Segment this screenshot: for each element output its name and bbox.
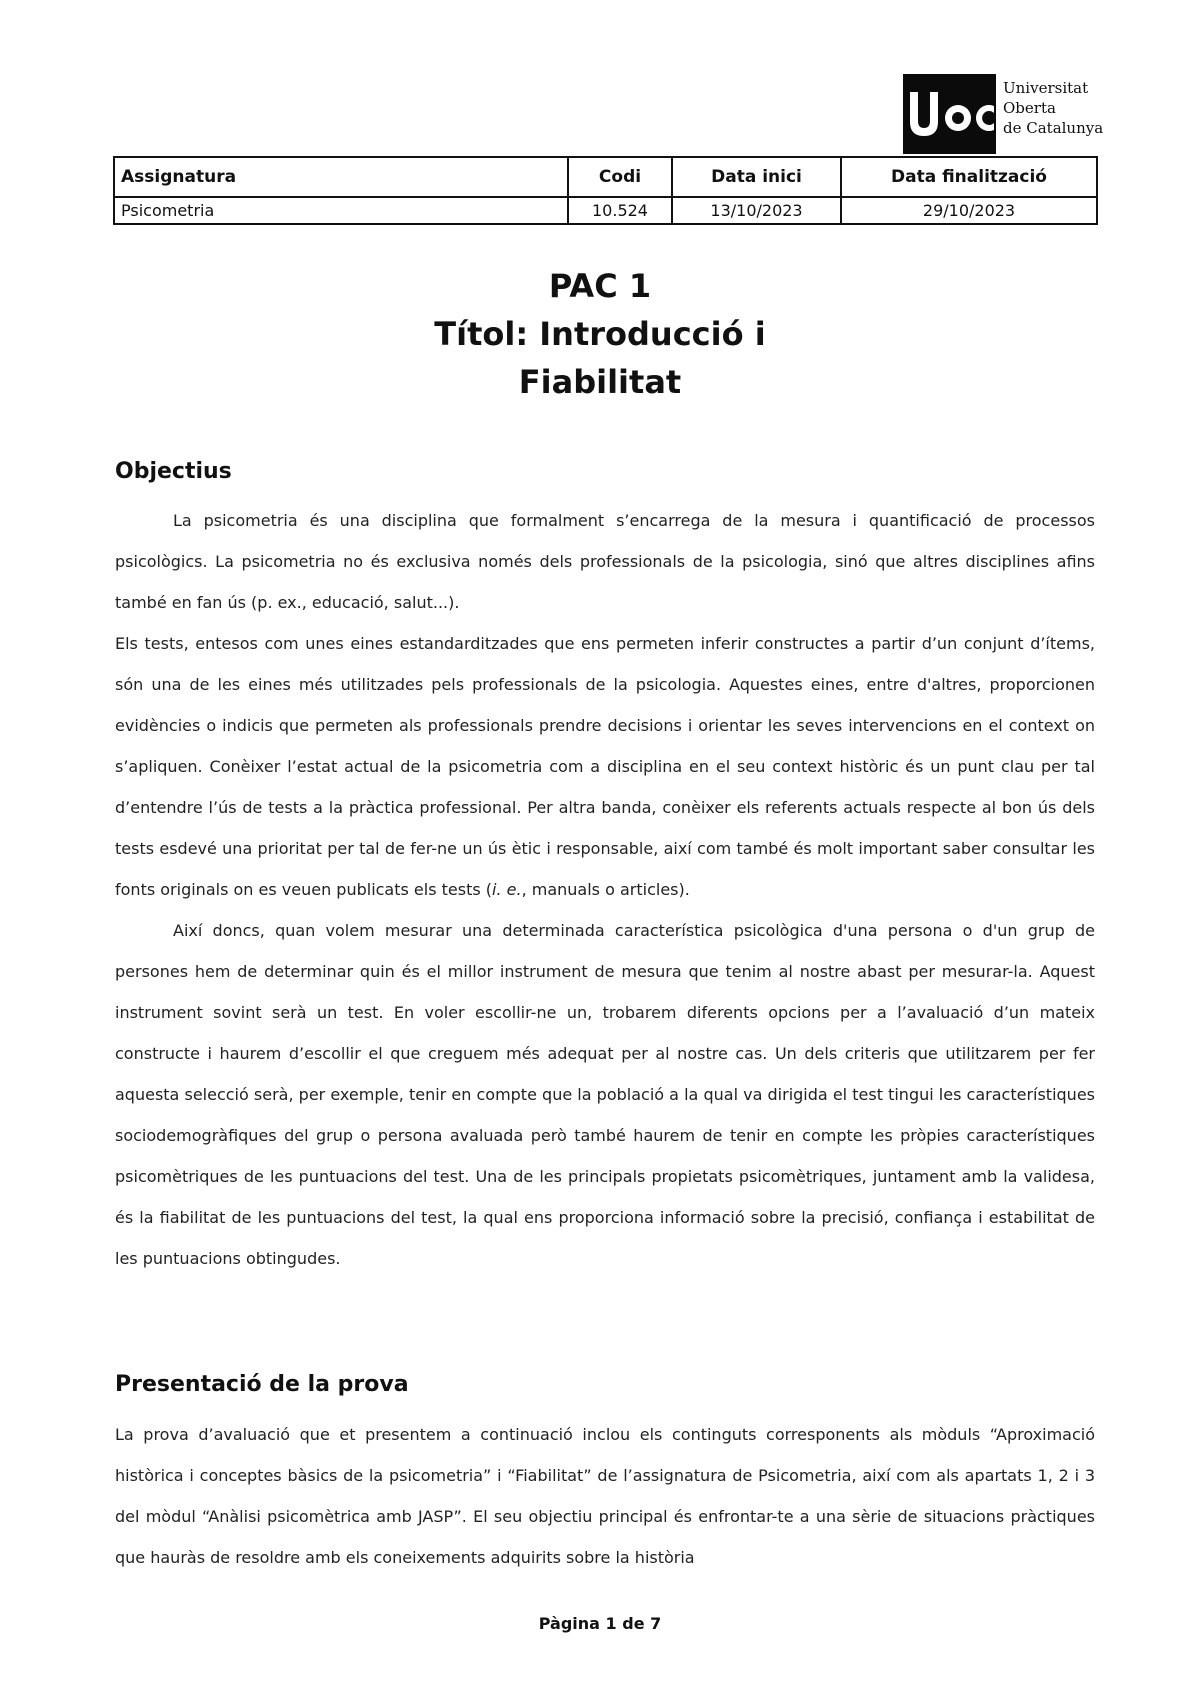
paragraph-2-end: , manuals o articles). xyxy=(521,880,690,899)
logo-line-2: Oberta xyxy=(1003,99,1056,117)
paragraph-4: La prova d’avaluació que et presentem a continuació inclou els continguts corresponents als mòduls “Aproximació històrica i conceptes bàsics de la psicometria” i “Fiabilitat” de l’assignatura de Psicometria, així com als apartats 1, 2 i 3 del mòdul “Anàlisi psicomètrica amb JASP”. El seu objectiu principal és enfrontar-te a una sèrie de situacions pràctiques que hauràs de resoldre amb els coneixements adquirits sobre la història xyxy=(115,1425,1095,1567)
paragraph-2-italic: i. e. xyxy=(492,880,522,899)
page-number: Pàgina 1 de 7 xyxy=(538,1614,662,1633)
title-line-1: PAC 1 xyxy=(548,267,652,305)
cell-data-finalitzacio: 29/10/2023 xyxy=(841,197,1097,224)
section-heading-presentacio: Presentació de la prova xyxy=(115,1372,409,1397)
uoc-logo-mark xyxy=(903,74,996,154)
header-data-finalitzacio: Data finalització xyxy=(841,157,1097,197)
paragraph-2-text: Els tests, entesos com unes eines estandarditzades que ens permeten inferir constructes a partir d’un conjunt d’ítems, són una de les eines més utilitzades pels professionals de la psicologia. Aquestes eines, entre d'altres, proporcionen evidències o indicis que permeten als professionals prendre decisions i orientar les seves intervencions en el context on s’apliquen. Conèixer l’estat actual de la psicometria com a disciplina en el seu context històric és un punt clau per tal d’entendre l’ús de tests a la pràctica professional. Per altra banda, conèixer els referents actuals respecte al bon ús dels tests esdevé una prioritat per tal de fer-ne un ús ètic i responsable, així com també és molt important saber consultar les fonts originals on es veuen publicats els tests ( xyxy=(115,634,1095,899)
paragraph-2 xyxy=(115,623,1095,910)
course-info-table xyxy=(113,156,1098,225)
paragraph-3: Així doncs, quan volem mesurar una determinada característica psicològica d'una persona o d'un grup de persones hem de determinar quin és el millor instrument de mesura que tenim al nostre abast per mesurar-la. Aquest instrument sovint serà un test. En voler escollir-ne un, trobarem diferents opcions per a l’avaluació d’un mateix constructe i haurem d’escollir el que creguem més adequat per al nostre cas. Un dels criteris que utilitzarem per fer aquesta selecció serà, per exemple, tenir en compte que la població a la qual va dirigida el test tingui les característiques sociodemogràfiques del grup o persona avaluada però també haurem de tenir en compte les pròpies característiques psicomètriques de les puntuacions del test. Una de les principals propietats psicomètriques, juntament amb la validesa, és la fiabilitat de les puntuacions del test, la qual ens proporciona informació sobre la precisió, confiança i estabilitat de les puntuacions obtingudes. xyxy=(115,921,1095,1268)
cell-data-inici: 13/10/2023 xyxy=(672,197,841,224)
presentacio-body xyxy=(115,1414,1095,1578)
header-data-inici: Data inici xyxy=(672,157,841,197)
logo-line-1: Universitat xyxy=(1003,79,1089,97)
header-assignatura: Assignatura xyxy=(114,157,568,197)
table-row xyxy=(114,197,1097,224)
logo-line-3: de Catalunya xyxy=(1003,119,1104,137)
title-line-2: Títol: Introducció i xyxy=(434,315,766,353)
section-heading-objectius: Objectius xyxy=(115,459,232,484)
title-line-3: Fiabilitat xyxy=(518,363,682,401)
document-title xyxy=(0,262,1200,406)
uoc-logo-wordmark xyxy=(1003,78,1103,138)
objectius-body xyxy=(115,500,1095,1279)
cell-codi: 10.524 xyxy=(568,197,672,224)
cell-assignatura: Psicometria xyxy=(114,197,568,224)
paragraph-1: La psicometria és una disciplina que formalment s’encarrega de la mesura i quantificació de processos psicològics. La psicometria no és exclusiva només dels professionals de la psicologia, sinó que altres disciplines afins també en fan ús (p. ex., educació, salut...). xyxy=(115,511,1095,612)
header-codi: Codi xyxy=(568,157,672,197)
uoc-logo xyxy=(903,74,1104,154)
